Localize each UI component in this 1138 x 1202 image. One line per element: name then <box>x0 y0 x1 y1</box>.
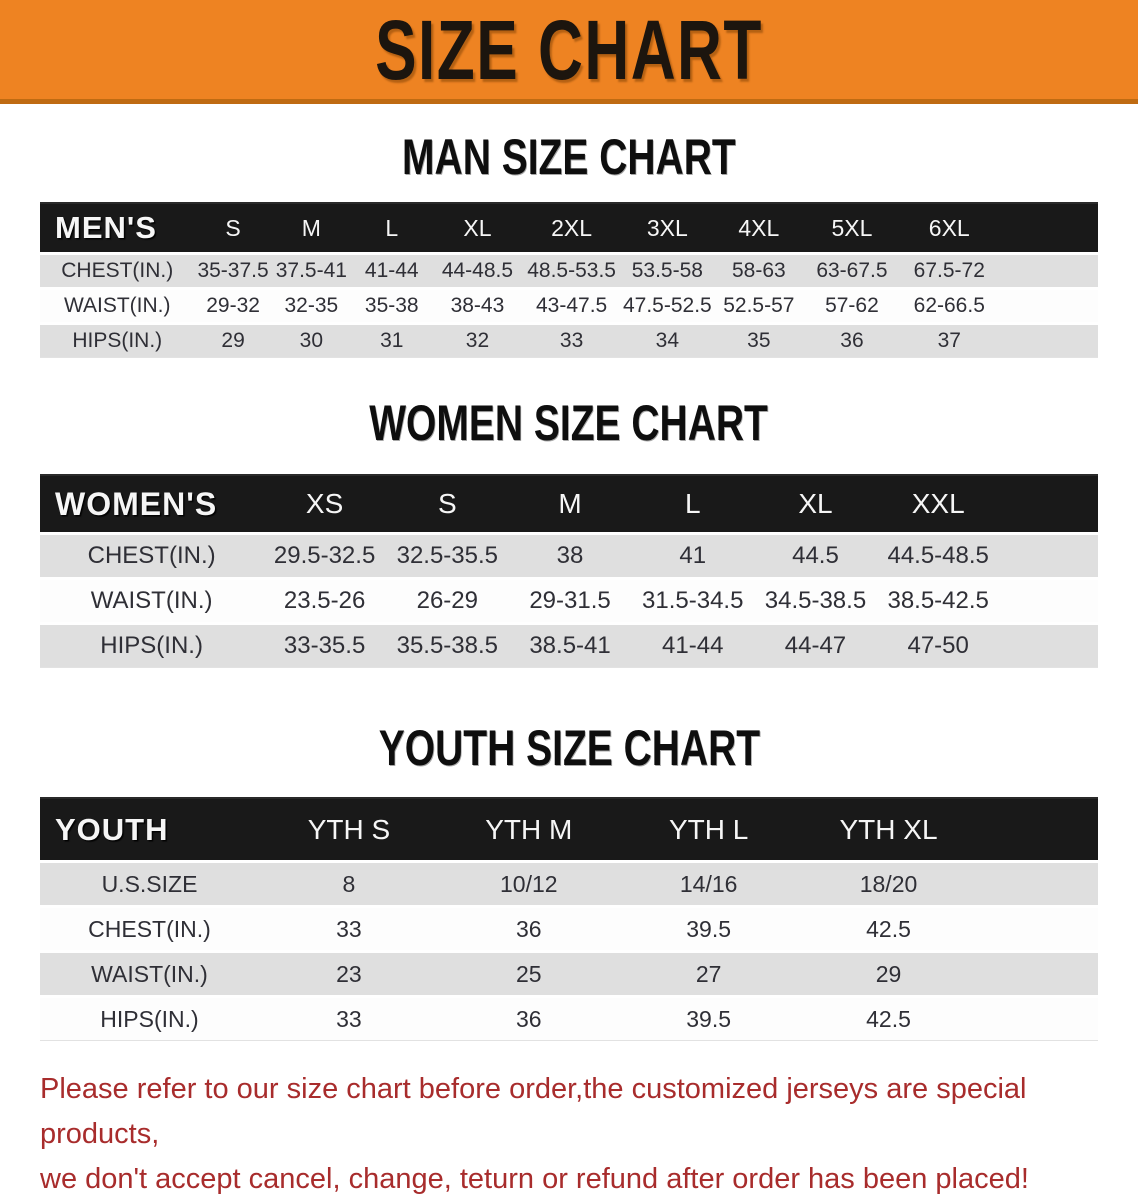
row-spacer-cell <box>978 860 1098 905</box>
size-value-cell: 32 <box>432 322 522 358</box>
measurement-row <box>40 252 1098 287</box>
measurement-label: CHEST(IN.) <box>40 532 263 577</box>
measurement-row <box>40 995 1098 1041</box>
row-spacer-cell <box>1000 532 1098 577</box>
size-value-cell: 43-47.5 <box>522 287 620 322</box>
measurement-label: HIPS(IN.) <box>40 622 263 668</box>
size-value-cell: 29 <box>194 322 271 358</box>
size-value-cell: 23 <box>259 950 439 995</box>
measurement-label: WAIST(IN.) <box>40 577 263 622</box>
size-value-cell: 48.5-53.5 <box>522 252 620 287</box>
measurement-row <box>40 622 1098 668</box>
size-column-header: L <box>351 202 432 252</box>
measurement-label: HIPS(IN.) <box>40 322 194 358</box>
size-value-cell: 25 <box>439 950 619 995</box>
size-value-cell: 47.5-52.5 <box>621 287 714 322</box>
size-value-cell: 36 <box>804 322 900 358</box>
size-value-cell: 41-44 <box>631 622 754 668</box>
banner-title: SIZE CHART <box>375 2 763 97</box>
disclaimer-line-2: we don't accept cancel, change, teturn or refund after order has been placed! <box>40 1163 1029 1195</box>
size-value-cell: 52.5-57 <box>714 287 804 322</box>
size-column-header: S <box>194 202 271 252</box>
size-column-header: M <box>272 202 351 252</box>
size-column-header: 4XL <box>714 202 804 252</box>
size-chart-banner <box>0 0 1138 104</box>
size-value-cell: 31 <box>351 322 432 358</box>
size-column-header: YTH S <box>259 797 439 860</box>
measurement-label: HIPS(IN.) <box>40 995 259 1041</box>
size-value-cell: 30 <box>272 322 351 358</box>
size-column-header: S <box>386 474 509 532</box>
size-value-cell: 27 <box>619 950 799 995</box>
size-value-cell: 38-43 <box>432 287 522 322</box>
men-size-table <box>40 202 1098 358</box>
size-column-header: XXL <box>877 474 1000 532</box>
row-spacer-cell <box>998 287 1098 322</box>
table-title-cell: YOUTH <box>40 797 259 860</box>
size-column-header: XL <box>432 202 522 252</box>
size-value-cell: 44-47 <box>754 622 877 668</box>
measurement-row <box>40 577 1098 622</box>
size-value-cell: 37.5-41 <box>272 252 351 287</box>
row-spacer-cell <box>1000 622 1098 668</box>
table-title-cell: MEN'S <box>40 202 194 252</box>
size-header-row <box>40 202 1098 252</box>
size-value-cell: 26-29 <box>386 577 509 622</box>
size-value-cell: 8 <box>259 860 439 905</box>
size-value-cell: 41-44 <box>351 252 432 287</box>
size-value-cell: 63-67.5 <box>804 252 900 287</box>
size-column-header: YTH XL <box>799 797 979 860</box>
size-value-cell: 35 <box>714 322 804 358</box>
measurement-row <box>40 287 1098 322</box>
size-value-cell: 47-50 <box>877 622 1000 668</box>
size-value-cell: 57-62 <box>804 287 900 322</box>
size-value-cell: 35-38 <box>351 287 432 322</box>
table-title-cell: WOMEN'S <box>40 474 263 532</box>
measurement-label: CHEST(IN.) <box>40 252 194 287</box>
size-value-cell: 62-66.5 <box>900 287 998 322</box>
youth-size-table <box>40 797 1098 1041</box>
measurement-label: WAIST(IN.) <box>40 950 259 995</box>
size-value-cell: 32-35 <box>272 287 351 322</box>
row-spacer-cell <box>998 252 1098 287</box>
measurement-row <box>40 322 1098 358</box>
size-value-cell: 67.5-72 <box>900 252 998 287</box>
size-value-cell: 36 <box>439 905 619 950</box>
size-value-cell: 58-63 <box>714 252 804 287</box>
disclaimer-line-1: Please refer to our size chart before order,the customized jerseys are special products, <box>40 1073 1027 1150</box>
measurement-row <box>40 905 1098 950</box>
size-value-cell: 29 <box>799 950 979 995</box>
size-value-cell: 34 <box>621 322 714 358</box>
size-value-cell: 35.5-38.5 <box>386 622 509 668</box>
size-column-header: XS <box>263 474 386 532</box>
size-value-cell: 33 <box>259 905 439 950</box>
size-value-cell: 38 <box>509 532 632 577</box>
size-value-cell: 36 <box>439 995 619 1041</box>
row-spacer-cell <box>1000 577 1098 622</box>
size-value-cell: 18/20 <box>799 860 979 905</box>
size-value-cell: 29-32 <box>194 287 271 322</box>
size-value-cell: 38.5-42.5 <box>877 577 1000 622</box>
measurement-row <box>40 860 1098 905</box>
row-spacer-cell <box>978 995 1098 1041</box>
man-size-chart-heading: MAN SIZE CHART <box>402 129 736 185</box>
row-spacer-cell <box>978 905 1098 950</box>
header-spacer-cell <box>998 202 1098 252</box>
size-value-cell: 29.5-32.5 <box>263 532 386 577</box>
measurement-label: WAIST(IN.) <box>40 287 194 322</box>
header-spacer-cell <box>1000 474 1098 532</box>
size-value-cell: 35-37.5 <box>194 252 271 287</box>
size-value-cell: 37 <box>900 322 998 358</box>
size-value-cell: 23.5-26 <box>263 577 386 622</box>
size-value-cell: 44.5-48.5 <box>877 532 1000 577</box>
size-column-header: XL <box>754 474 877 532</box>
size-value-cell: 31.5-34.5 <box>631 577 754 622</box>
size-value-cell: 39.5 <box>619 995 799 1041</box>
size-value-cell: 33 <box>522 322 620 358</box>
size-value-cell: 42.5 <box>799 995 979 1041</box>
size-value-cell: 41 <box>631 532 754 577</box>
size-value-cell: 32.5-35.5 <box>386 532 509 577</box>
size-value-cell: 10/12 <box>439 860 619 905</box>
size-value-cell: 33-35.5 <box>263 622 386 668</box>
women-size-table <box>40 474 1098 668</box>
size-column-header: 3XL <box>621 202 714 252</box>
youth-size-chart-heading: YOUTH SIZE CHART <box>378 720 760 776</box>
size-column-header: 6XL <box>900 202 998 252</box>
measurement-label: CHEST(IN.) <box>40 905 259 950</box>
size-column-header: L <box>631 474 754 532</box>
size-value-cell: 33 <box>259 995 439 1041</box>
size-value-cell: 53.5-58 <box>621 252 714 287</box>
measurement-label: U.S.SIZE <box>40 860 259 905</box>
size-header-row <box>40 474 1098 532</box>
size-value-cell: 44-48.5 <box>432 252 522 287</box>
size-column-header: 2XL <box>522 202 620 252</box>
size-value-cell: 38.5-41 <box>509 622 632 668</box>
size-value-cell: 29-31.5 <box>509 577 632 622</box>
size-column-header: M <box>509 474 632 532</box>
size-value-cell: 14/16 <box>619 860 799 905</box>
women-size-chart-heading: WOMEN SIZE CHART <box>369 395 769 451</box>
size-value-cell: 34.5-38.5 <box>754 577 877 622</box>
size-value-cell: 42.5 <box>799 905 979 950</box>
size-value-cell: 39.5 <box>619 905 799 950</box>
measurement-row <box>40 532 1098 577</box>
row-spacer-cell <box>998 322 1098 358</box>
row-spacer-cell <box>978 950 1098 995</box>
size-column-header: YTH M <box>439 797 619 860</box>
size-column-header: YTH L <box>619 797 799 860</box>
size-column-header: 5XL <box>804 202 900 252</box>
size-header-row <box>40 797 1098 860</box>
size-value-cell: 44.5 <box>754 532 877 577</box>
measurement-row <box>40 950 1098 995</box>
header-spacer-cell <box>978 797 1098 860</box>
order-disclaimer <box>40 1067 1100 1202</box>
